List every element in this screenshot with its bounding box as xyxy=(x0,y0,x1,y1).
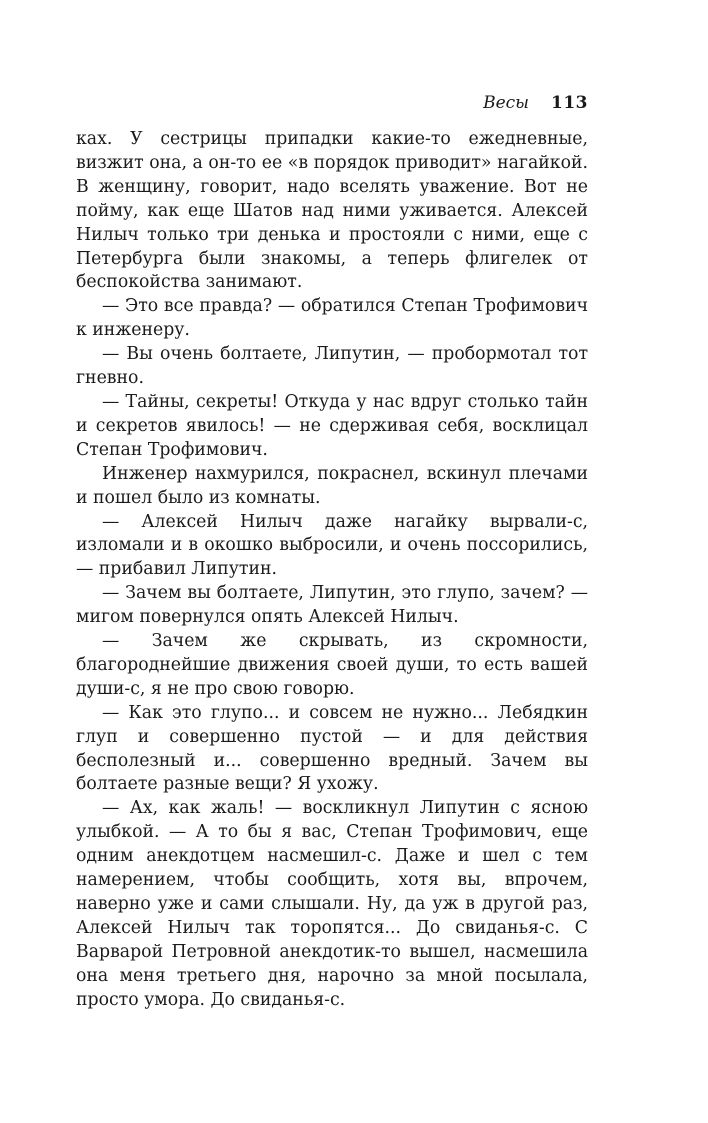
body-text xyxy=(76,128,588,1013)
paragraph: — Это все правда? — обратился Степан Трофимович к инженеру. xyxy=(76,296,588,341)
paragraph: — Ах, как жаль! — воскликнул Липутин с ясною улыбкой. — А то бы я вас, Степан Трофимович, еще одним анекдотцем насмешил-с. Даже и шел с тем намерением, чтобы сообщить, хотя вы, впрочем, наверно уже и сами слышали. Ну, да уж в другой раз, Алексей Нилыч так торопятся... До свиданья-с. С Варварой Петровной анекдотик-то вышел, насмешила она меня третьего дня, нарочно за мной посылала, просто умора. До свиданья-с. xyxy=(76,798,588,1010)
paragraph: — Тайны, секреты! Откуда у нас вдруг столько тайн и секретов явилось! — не сдерживая себя, восклицал Степан Трофимович. xyxy=(76,391,588,460)
paragraph: — Зачем же скрывать, из скромности, благороднейшие движения своей души, то есть вашей души-с, я не про свою говорю. xyxy=(76,631,588,699)
running-title: Весы xyxy=(483,93,529,113)
running-header xyxy=(76,88,588,118)
paragraph: — Вы очень болтаете, Липутин, — пробормотал тот гневно. xyxy=(76,344,588,389)
paragraph: — Как это глупо... и совсем не нужно... Лебядкин глуп и совершенно пустой — и для действия бесполезный и... совершенно вредный. Зачем вы болтаете разные вещи? Я ухожу. xyxy=(76,702,588,795)
paragraph: — Алексей Нилыч даже нагайку вырвали-с, изломали и в окошко выбросили, и очень поссорились, — прибавил Липутин. xyxy=(76,511,588,580)
paragraph: — Зачем вы болтаете, Липутин, это глупо, зачем? — мигом повернулся опять Алексей Нилыч. xyxy=(76,583,588,628)
paragraph: Инженер нахмурился, покраснел, вскинул плечами и пошел было из комнаты. xyxy=(76,463,588,508)
book-page xyxy=(76,88,588,1013)
page-number: 113 xyxy=(551,93,588,113)
paragraph: ках. У сестрицы припадки какие-то ежедневные, визжит она, а он-то ее «в порядок приводит» нагайкой. В женщину, говорит, надо вселять уважение. Вот не пойму, как еще Шатов над ними уживается. Алексей Нилыч только три денька и простояли с ними, еще с Петербурга были знакомы, а теперь флигелек от беспокойства занимают. xyxy=(76,129,588,293)
